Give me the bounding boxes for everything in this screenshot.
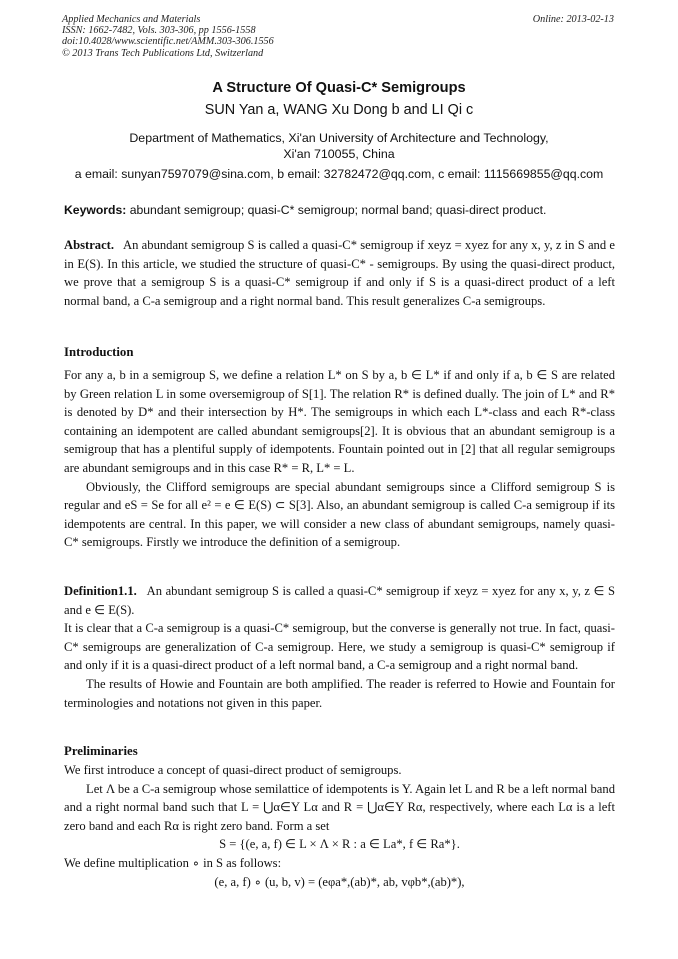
abstract-label: Abstract. <box>64 238 115 252</box>
preliminaries-heading: Preliminaries <box>64 744 138 758</box>
preliminaries-body <box>64 761 615 891</box>
author-list: SUN Yan a, WANG Xu Dong b and LI Qi c <box>204 102 474 118</box>
set-definition-formula: S = {(e, a, f) ∈ L × Λ × R : a ∈ La*, f ∈ Ra*}. <box>219 837 460 852</box>
intro-paragraph-2: Obviously, the Clifford semigroups are special abundant semigroups since a Clifford semigroup S is regular and eS = Se for all e² = e ∈ E(S) ⊂ S[3]. Also, an abundant semigroup is called C-a semigroup if its idempotents are central. In this paper, we will consider a new class of abundant semigroups, namely quasi-C* semigroups. Firstly we introduce the definition of a semigroup. <box>64 479 615 550</box>
online-date: Online: 2013-02-13 <box>532 14 614 25</box>
multiplication-formula: (e, a, f) ∘ (u, b, v) = (eφa*,(ab)*, ab, vφb*,(ab)*), <box>214 874 465 889</box>
multiplication-intro: We define multiplication ∘ in S as follows: <box>64 855 282 870</box>
author-emails: a email: sunyan7597079@sina.com, b email: 32782472@qq.com, c email: 1115669855@qq.com <box>74 167 604 181</box>
definition-text: An abundant semigroup S is called a quasi-C* semigroup if xeyz = xyez for any x, y, z ∈ S and e ∈ E(S). <box>64 584 615 617</box>
abstract-text: An abundant semigroup S is called a quasi-C* semigroup if xeyz = xyez for any x, y, z in S and e in E(S). In this article, we studied the structure of quasi-C* - semigroups. By using the quasi-direct product, we prove that a semigroup S is a quasi-C* semigroup if and only if S is a quasi-direct product of a left normal band, a C-a semigroup and a right normal band. This result generalizes C-a semigroups. <box>64 238 615 308</box>
definition-1-1 <box>64 582 615 712</box>
keywords <box>64 203 620 217</box>
copyright-line: © 2013 Trans Tech Publications Ltd, Switzerland <box>62 47 264 59</box>
intro-paragraph-1: For any a, b in a semigroup S, we define a relation L* on S by a, b ∈ L* if and only if a, b ∈ S are related by Green relation L in some oversemigroup of S[1]. The relation R* is defined dually. The join of L* and R* is denoted by D* and their intersection by H*. The semigroups in which each L*-class and each R*-class containing an idempotent are called abundant semigroups[2]. It is obvious that an abundant semigroup is a semigroup that has a plentiful supply of idempotents. Fountain pointed out in [2] that all regular semigroups are abundant semigroups and in this case R* = R, L* = L. <box>64 368 615 475</box>
prelim-paragraph-1: We first introduce a concept of quasi-direct product of semigroups. <box>64 763 402 777</box>
definition-label: Definition1.1. <box>64 584 137 598</box>
doi-line: doi:10.4028/www.scientific.net/AMM.303-306.1556 <box>62 36 274 48</box>
keywords-label: Keywords: <box>64 203 127 217</box>
introduction-heading: Introduction <box>64 345 134 359</box>
journal-header <box>62 14 274 59</box>
journal-name: Applied Mechanics and Materials <box>62 14 201 25</box>
issn-line: ISSN: 1662-7482, Vols. 303-306, pp 1556-1558 <box>62 25 256 37</box>
abstract <box>64 236 615 310</box>
paper-title: A Structure Of Quasi-C* Semigroups <box>212 80 466 96</box>
affiliation-line-2: Xi'an 710055, China <box>283 147 395 161</box>
introduction-body <box>64 366 615 552</box>
affiliation-line-1: Department of Mathematics, Xi'an University of Architecture and Technology, <box>129 131 549 145</box>
keywords-text: abundant semigroup; quasi-C* semigroup; normal band; quasi-direct product. <box>129 203 547 217</box>
after-definition-paragraph-2: The results of Howie and Fountain are both amplified. The reader is referred to Howie and Fountain for terminologies and notations not given in this paper. <box>64 676 615 710</box>
after-definition-paragraph-1: It is clear that a C-a semigroup is a quasi-C* semigroup, but the converse is generally not true. In fact, quasi-C* semigroups are generalization of C-a semigroup. Here, we study a semigroup is quasi-C* semigroup if and only if it is a quasi-direct product of a left normal band, a C-a semigroup and a right normal band. <box>64 621 615 673</box>
prelim-paragraph-2: Let Λ be a C-a semigroup whose semilattice of idempotents is Y. Again let L and R be a left normal band and a right normal band such that L = ⋃α∈Y Lα and R = ⋃α∈Y Rα, respectively, where each Lα is a left zero band and each Rα is right zero band. Form a set <box>64 781 615 833</box>
